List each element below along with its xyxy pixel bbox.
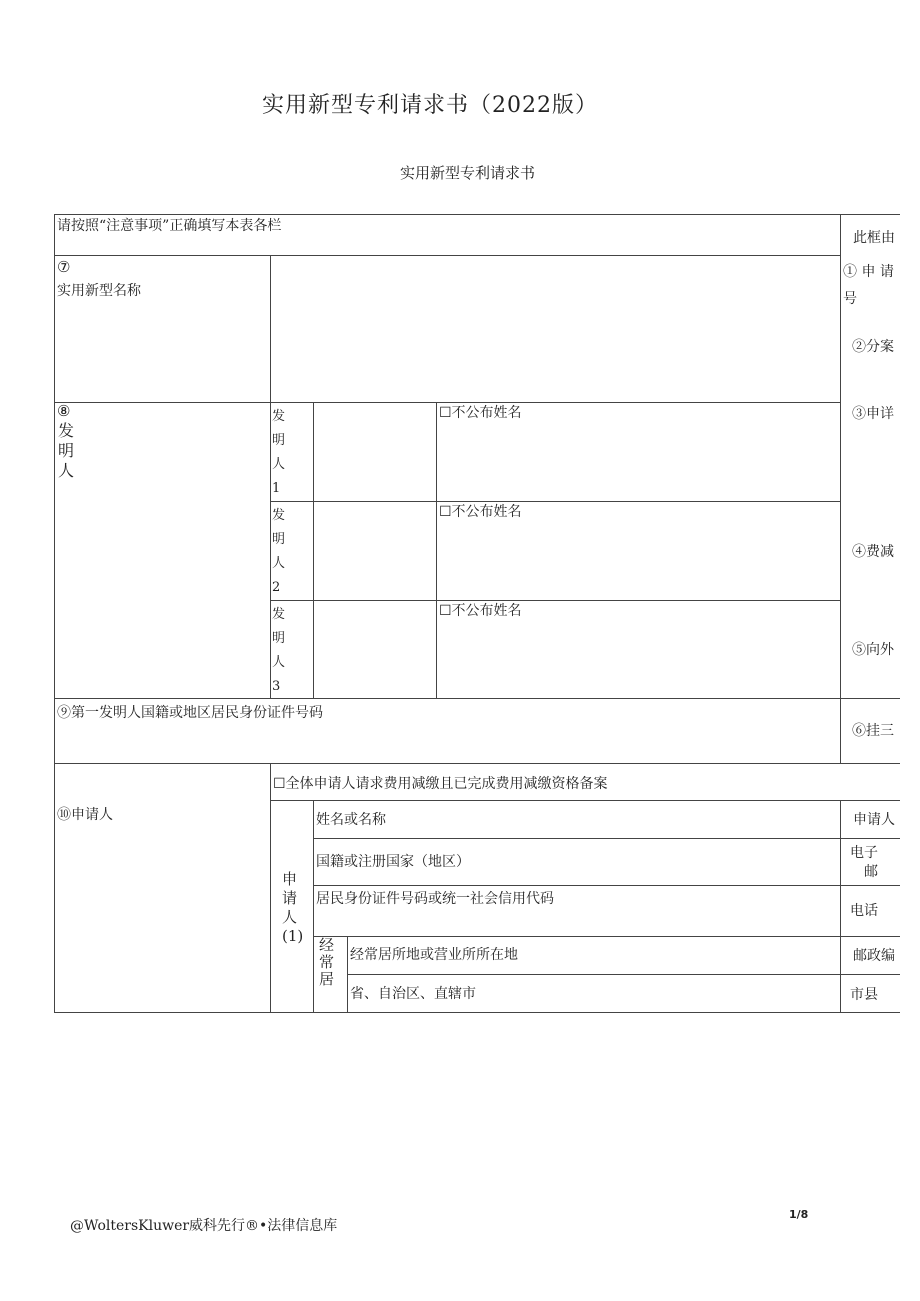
applicant-1-label: 申请人(1): [282, 870, 304, 945]
grid-line: [840, 800, 841, 1013]
inventor-2-label: 发明人2: [272, 508, 286, 595]
form-instruction: 请按照“注意事项”正确填写本表各栏: [57, 218, 282, 234]
grid-line: [270, 255, 271, 698]
office-item-6: ⑥挂三: [852, 723, 894, 739]
office-item-2: ②分案: [852, 339, 894, 355]
inventor-1-hide-name-checkbox[interactable]: ☐不公布姓名: [439, 405, 522, 421]
applicant-province-label: 省、自治区、直辖市: [350, 986, 476, 1002]
grid-line: [347, 974, 900, 975]
grid-line: [54, 402, 841, 403]
grid-line: [54, 214, 900, 215]
applicant-id-code-label: 居民身份证件号码或统一社会信用代码: [316, 891, 554, 907]
city-county-label: 市县: [850, 987, 878, 1003]
grid-line: [270, 763, 271, 1013]
grid-line: [54, 214, 55, 1013]
inventor-3-label: 发明人3: [272, 607, 286, 694]
office-item-1-cont: 号: [843, 291, 857, 307]
field-8-number: ⑧: [57, 402, 71, 420]
grid-line: [54, 763, 900, 764]
office-item-3: ③申详: [852, 406, 894, 422]
office-item-5: ⑤向外: [852, 642, 894, 658]
inventor-3-hide-name-checkbox[interactable]: ☐不公布姓名: [439, 603, 522, 619]
grid-line: [840, 214, 841, 763]
applicant-nationality-label: 国籍或注册国家（地区）: [316, 854, 470, 870]
grid-line: [270, 501, 841, 502]
field-9-label: ⑨第一发明人国籍或地区居民身份证件号码: [57, 705, 323, 721]
grid-line: [436, 402, 437, 698]
form-subtitle: 实用新型专利请求书: [400, 164, 536, 182]
postal-code-label: 邮政编: [853, 948, 895, 964]
office-item-1: ① 申 请: [843, 264, 894, 280]
grid-line: [313, 838, 900, 839]
residence-group-label: 经常居: [319, 936, 335, 988]
field-7-number: ⑦: [57, 258, 71, 276]
footer-source: @WoltersKluwer威科先行®•法律信息库: [70, 1218, 338, 1234]
applicant-residence-label: 经常居所地或营业所所在地: [350, 947, 518, 963]
field-7-label: 实用新型名称: [57, 283, 141, 299]
applicant-column-label: 申请人: [853, 812, 895, 828]
grid-line: [54, 255, 841, 256]
grid-line: [313, 800, 314, 1013]
grid-line: [54, 698, 900, 699]
applicant-name-label: 姓名或名称: [316, 812, 386, 828]
page-number: 1/8: [789, 1208, 809, 1221]
utility-model-name-input[interactable]: [272, 257, 838, 400]
grid-line: [313, 402, 314, 698]
inventor-3-name-input[interactable]: [315, 602, 435, 697]
phone-label: 电话: [850, 903, 878, 919]
grid-line: [347, 936, 348, 1013]
inventor-1-name-input[interactable]: [315, 404, 435, 500]
grid-line: [270, 600, 841, 601]
office-use-header: 此框由: [853, 230, 895, 246]
field-8-label: 发明人: [58, 421, 75, 480]
grid-line: [54, 1012, 900, 1013]
document-title: 实用新型专利请求书（2022版）: [262, 93, 598, 118]
inventor-2-name-input[interactable]: [315, 503, 435, 599]
inventor-1-label: 发明人1: [272, 409, 286, 496]
email-label-cont: 邮: [864, 864, 878, 880]
grid-line: [313, 885, 900, 886]
fee-reduction-checkbox[interactable]: ☐全体申请人请求费用减缴且已完成费用减缴资格备案: [273, 776, 608, 792]
inventor-2-hide-name-checkbox[interactable]: ☐不公布姓名: [439, 504, 522, 520]
grid-line: [270, 800, 900, 801]
field-10-label: ⑩申请人: [57, 807, 113, 823]
email-label: 电子: [850, 845, 878, 861]
grid-line: [313, 936, 900, 937]
office-item-4: ④费减: [852, 544, 894, 560]
